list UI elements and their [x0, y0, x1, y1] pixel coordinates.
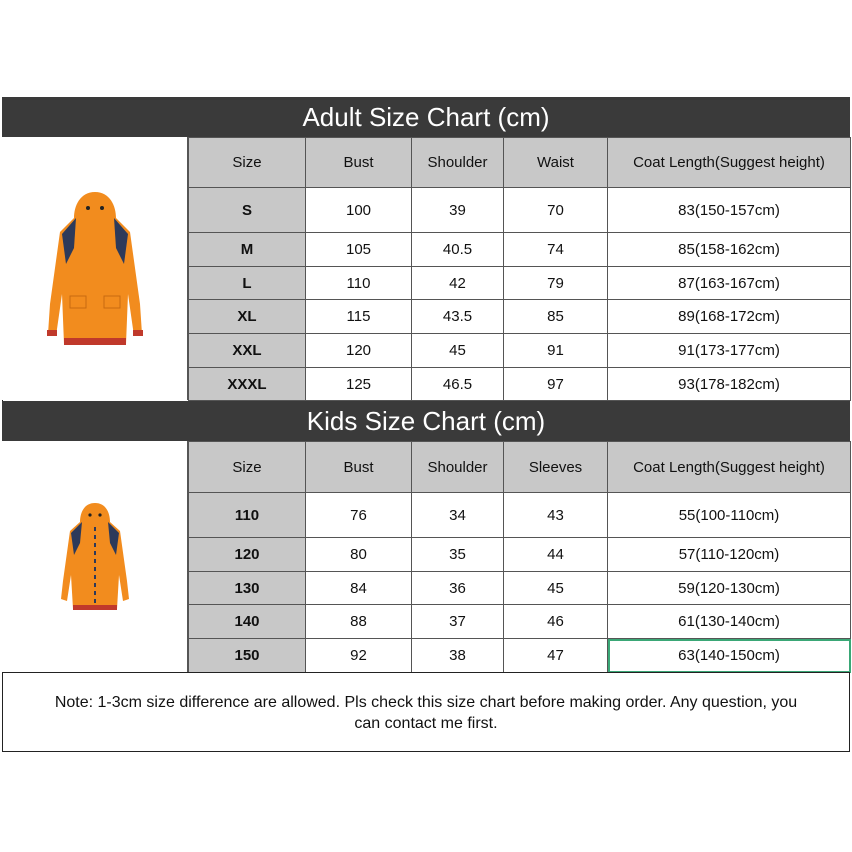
table-row [189, 334, 851, 368]
bust-cell: 92 [306, 639, 412, 673]
coat-icon [40, 184, 150, 354]
adult-chart-title: Adult Size Chart (cm) [2, 97, 850, 137]
table-row [189, 572, 851, 605]
size-cell: 150 [189, 639, 306, 673]
shoulder-cell: 46.5 [412, 368, 504, 401]
header-sleeves: Sleeves [504, 442, 608, 493]
waist-cell: 97 [504, 368, 608, 401]
shoulder-cell: 34 [412, 493, 504, 538]
adult-size-table [188, 137, 851, 401]
size-cell: 130 [189, 572, 306, 605]
waist-cell: 79 [504, 267, 608, 300]
header-size: Size [189, 138, 306, 188]
header-shoulder: Shoulder [412, 442, 504, 493]
waist-cell: 85 [504, 300, 608, 334]
bust-cell: 115 [306, 300, 412, 334]
table-row [189, 233, 851, 267]
bust-cell: 105 [306, 233, 412, 267]
bust-cell: 80 [306, 538, 412, 572]
coat-length-cell: 61(130-140cm) [608, 605, 851, 639]
coat-length-cell: 85(158-162cm) [608, 233, 851, 267]
kids-section [2, 441, 850, 672]
coat-length-cell: 91(173-177cm) [608, 334, 851, 368]
size-cell: M [189, 233, 306, 267]
bust-cell: 84 [306, 572, 412, 605]
table-row [189, 368, 851, 401]
shoulder-cell: 37 [412, 605, 504, 639]
bust-cell: 100 [306, 188, 412, 233]
header-bust: Bust [306, 138, 412, 188]
table-row [189, 188, 851, 233]
shoulder-cell: 40.5 [412, 233, 504, 267]
coat-length-cell: 93(178-182cm) [608, 368, 851, 401]
header-waist: Waist [504, 138, 608, 188]
shoulder-cell: 38 [412, 639, 504, 673]
coat-length-cell: 89(168-172cm) [608, 300, 851, 334]
bust-cell: 76 [306, 493, 412, 538]
size-cell: 140 [189, 605, 306, 639]
waist-cell: 70 [504, 188, 608, 233]
coat-icon [55, 497, 135, 617]
size-cell: XXL [189, 334, 306, 368]
kids-size-table [188, 441, 851, 673]
size-cell: XL [189, 300, 306, 334]
coat-length-cell: 59(120-130cm) [608, 572, 851, 605]
table-row [189, 538, 851, 572]
size-note: Note: 1-3cm size difference are allowed. Pls check this size chart before making order. Any question, you can contact me first. [2, 672, 850, 752]
table-row [189, 639, 851, 673]
table-row [189, 605, 851, 639]
header-bust: Bust [306, 442, 412, 493]
adult-section [2, 137, 850, 400]
sleeves-cell: 46 [504, 605, 608, 639]
coat-length-cell: 55(100-110cm) [608, 493, 851, 538]
shoulder-cell: 45 [412, 334, 504, 368]
sleeves-cell: 45 [504, 572, 608, 605]
coat-length-cell: 83(150-157cm) [608, 188, 851, 233]
table-header-row [189, 138, 851, 188]
kids-chart-title: Kids Size Chart (cm) [2, 401, 850, 441]
bust-cell: 125 [306, 368, 412, 401]
waist-cell: 74 [504, 233, 608, 267]
header-coat-length: Coat Length(Suggest height) [608, 442, 851, 493]
shoulder-cell: 39 [412, 188, 504, 233]
size-cell: 110 [189, 493, 306, 538]
bust-cell: 88 [306, 605, 412, 639]
table-header-row [189, 442, 851, 493]
coat-length-cell-selected[interactable]: 63(140-150cm) [608, 639, 851, 673]
shoulder-cell: 35 [412, 538, 504, 572]
bust-cell: 120 [306, 334, 412, 368]
size-cell: S [189, 188, 306, 233]
header-size: Size [189, 442, 306, 493]
size-cell: XXXL [189, 368, 306, 401]
table-row [189, 300, 851, 334]
coat-length-cell: 87(163-167cm) [608, 267, 851, 300]
header-shoulder: Shoulder [412, 138, 504, 188]
adult-coat-image [2, 137, 188, 400]
waist-cell: 91 [504, 334, 608, 368]
table-row [189, 493, 851, 538]
size-cell: L [189, 267, 306, 300]
shoulder-cell: 42 [412, 267, 504, 300]
sleeves-cell: 47 [504, 639, 608, 673]
sleeves-cell: 43 [504, 493, 608, 538]
shoulder-cell: 43.5 [412, 300, 504, 334]
kids-coat-image [2, 441, 188, 672]
size-cell: 120 [189, 538, 306, 572]
shoulder-cell: 36 [412, 572, 504, 605]
header-coat-length: Coat Length(Suggest height) [608, 138, 851, 188]
sleeves-cell: 44 [504, 538, 608, 572]
table-row [189, 267, 851, 300]
coat-length-cell: 57(110-120cm) [608, 538, 851, 572]
bust-cell: 110 [306, 267, 412, 300]
